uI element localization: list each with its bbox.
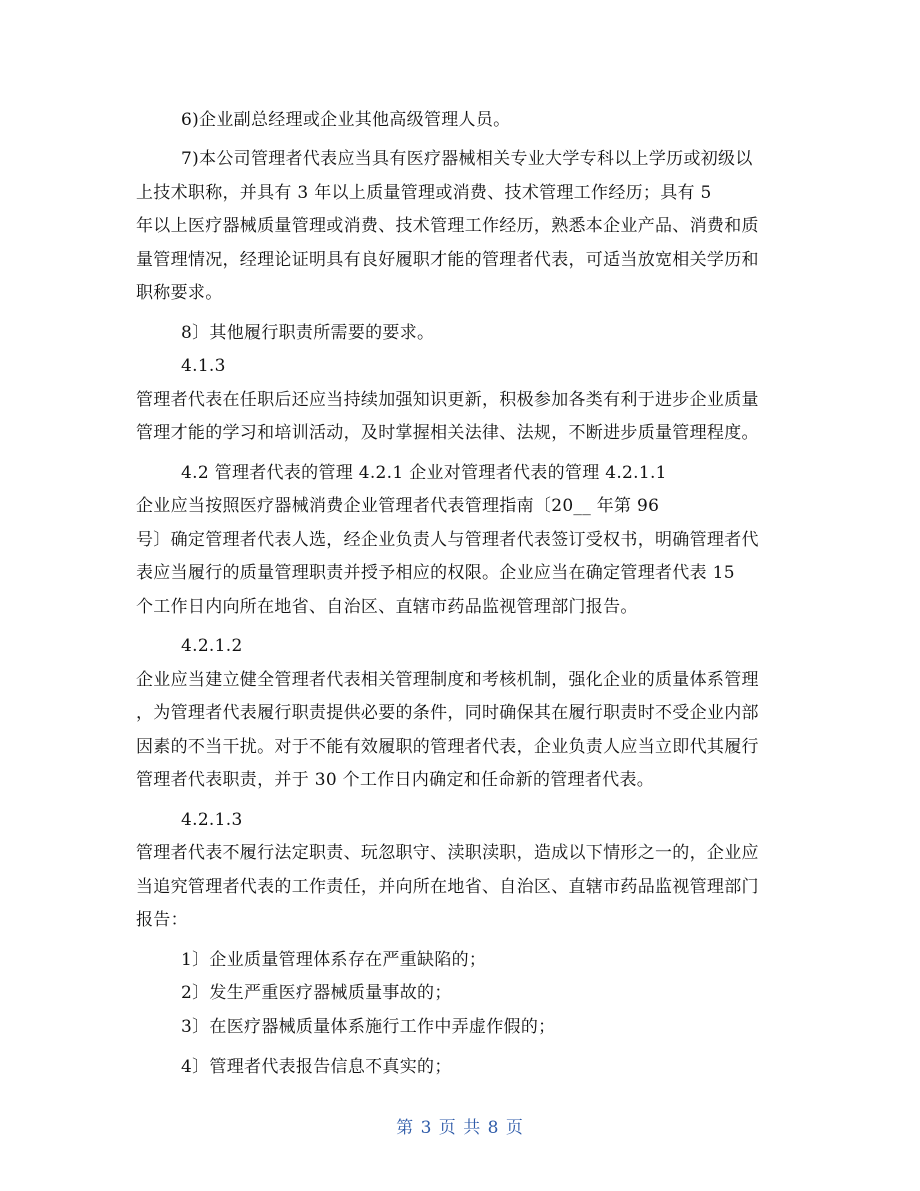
paragraph-line: 管理者代表不履行法定职责、玩忽职守、渎职渎职，造成以下情形之一的，企业应 xyxy=(136,843,759,863)
paragraph-line: 因素的不当干扰。对于不能有效履职的管理者代表，企业负责人应当立即代其履行 xyxy=(136,737,759,757)
list-item: 4〕管理者代表报告信息不真实的； xyxy=(181,1057,452,1077)
paragraph-line: 当追究管理者代表的工作责任，并向所在地省、自治区、直辖市药品监视管理部门 xyxy=(136,877,759,897)
paragraph-line: 量管理情况，经理论证明具有良好履职才能的管理者代表，可适当放宽相关学历和 xyxy=(136,250,759,270)
paragraph-line: 表应当履行的质量管理职责并授予相应的权限。企业应当在确定管理者代表 15 xyxy=(136,563,735,583)
paragraph-line: 上技术职称，并具有 3 年以上质量管理或消费、技术管理工作经历；具有 5 xyxy=(136,183,712,203)
paragraph-line: 8〕其他履行职责所需要的要求。 xyxy=(181,323,435,343)
paragraph-line: 管理者代表职责，并于 30 个工作日内确定和任命新的管理者代表。 xyxy=(136,770,655,790)
paragraph-line: 企业应当按照医疗器械消费企业管理者代表管理指南〔20__ 年第 96 xyxy=(136,496,660,516)
paragraph-line: 号〕确定管理者代表人选，经企业负责人与管理者代表签订受权书，明确管理者代 xyxy=(136,530,759,550)
paragraph-line: 管理者代表在任职后还应当持续加强知识更新，积极参加各类有利于进步企业质量 xyxy=(136,390,759,410)
paragraph-line: 个工作日内向所在地省、自治区、直辖市药品监视管理部门报告。 xyxy=(136,597,638,617)
list-item: 3〕在医疗器械质量体系施行工作中弄虚作假的； xyxy=(181,1017,556,1037)
section-number: 4.1.3 xyxy=(181,356,226,376)
paragraph-line: 6)企业副总经理或企业其他高级管理人员。 xyxy=(181,110,511,130)
paragraph-line: 7)本公司管理者代表应当具有医疗器械相关专业大学专科以上学历或初级以 xyxy=(181,149,753,169)
paragraph-line: 职称要求。 xyxy=(136,283,223,303)
paragraph-line: ，为管理者代表履行职责提供必要的条件，同时确保其在履行职责时不受企业内部 xyxy=(136,703,759,723)
section-number: 4.2.1.3 xyxy=(181,810,243,830)
paragraph-line: 企业应当建立健全管理者代表相关管理制度和考核机制，强化企业的质量体系管理 xyxy=(136,670,759,690)
paragraph-line: 年以上医疗器械质量管理或消费、技术管理工作经历，熟悉本企业产品、消费和质 xyxy=(136,216,759,236)
list-item: 2〕发生严重医疗器械质量事故的； xyxy=(181,983,452,1003)
section-heading: 4.2 管理者代表的管理 4.2.1 企业对管理者代表的管理 4.2.1.1 xyxy=(181,463,667,483)
list-item: 1〕企业质量管理体系存在严重缺陷的； xyxy=(181,950,487,970)
paragraph-line: 管理才能的学习和培训活动，及时掌握相关法律、法规，不断进步质量管理程度。 xyxy=(136,423,759,443)
paragraph-line: 报告： xyxy=(136,910,188,930)
page-number-footer: 第 3 页 共 8 页 xyxy=(396,1118,524,1138)
section-number: 4.2.1.2 xyxy=(181,636,243,656)
